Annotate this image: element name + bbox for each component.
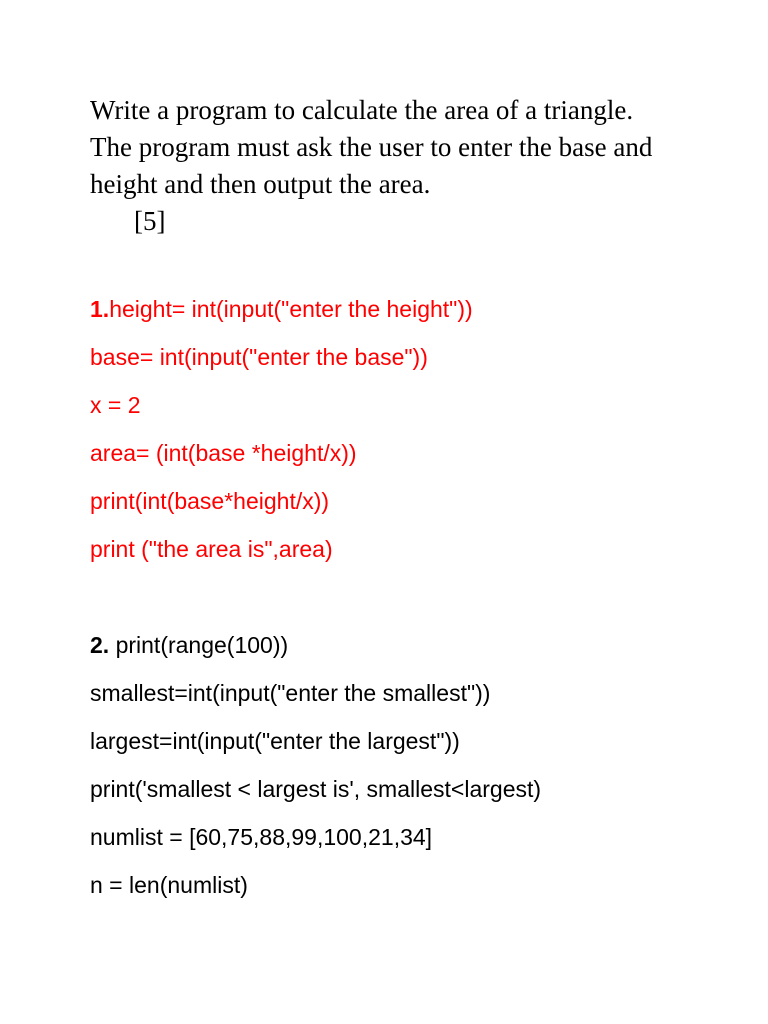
question-line-1: Write a program to calculate the area of a triangle.: [90, 95, 634, 125]
answer-2-line-3: largest=int(input("enter the largest")): [90, 728, 460, 754]
answer-1-line-4: area= (int(base *height/x)): [90, 440, 357, 466]
answer-1-line-3: x = 2: [90, 392, 141, 418]
answer-2-number: 2.: [90, 632, 110, 658]
answer-1-line-6: print ("the area is",area): [90, 536, 333, 562]
answer-1-line-2: base= int(input("enter the base")): [90, 344, 428, 370]
answer-2-line-5: numlist = [60,75,88,99,100,21,34]: [90, 824, 433, 850]
question-text: [90, 92, 730, 240]
answer-2-line-4: print('smallest < largest is', smallest<largest): [90, 776, 542, 802]
answer-2-line-1: 2. print(range(100)): [90, 632, 289, 658]
answer-1-line-1: 1.height= int(input("enter the height")): [90, 296, 473, 322]
answer-1-number: 1.: [90, 296, 110, 322]
question-marks: [5]: [134, 206, 166, 236]
question-line-3: height and then output the area.: [90, 169, 431, 199]
answer-2-line-6: n = len(numlist): [90, 872, 248, 898]
question-line-2: The program must ask the user to enter the base and: [90, 132, 653, 162]
answer-1-line-5: print(int(base*height/x)): [90, 488, 330, 514]
answer-2-line-2: smallest=int(input("enter the smallest")): [90, 680, 491, 706]
